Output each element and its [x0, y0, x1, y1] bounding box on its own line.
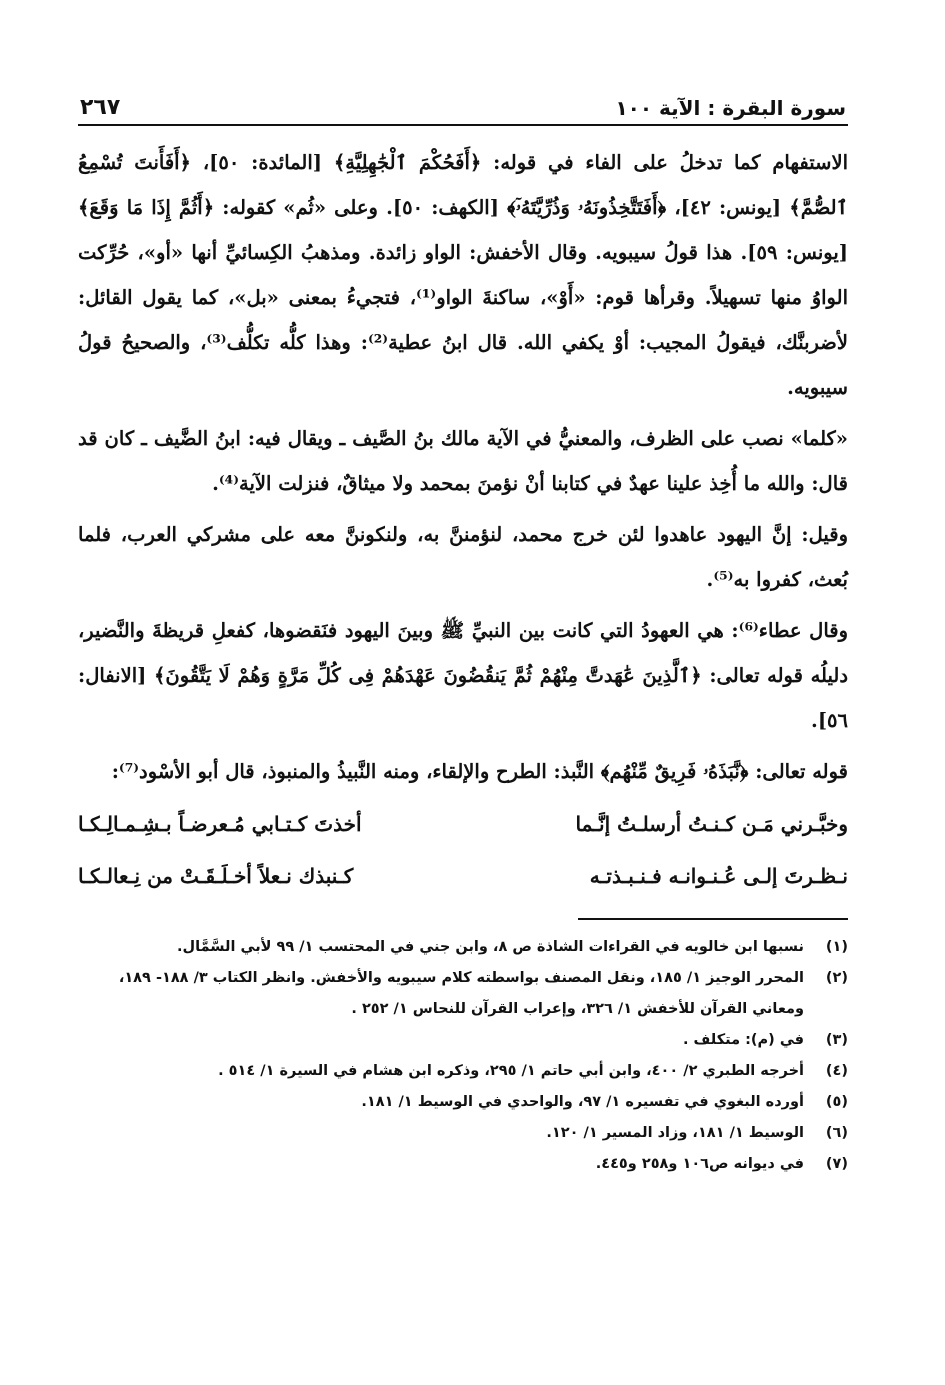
- footnote-number: (١): [825, 939, 848, 955]
- footnote-number: (٤): [825, 1063, 848, 1079]
- footnote-item: [78, 1056, 848, 1087]
- footnote-item: [78, 1025, 848, 1056]
- footnote-item: [78, 1087, 848, 1118]
- footnote-text: في ديوانه ص١٠٦ و٢٥٨ و٤٤٥.: [595, 1156, 804, 1172]
- footnote-item: [78, 1149, 848, 1180]
- footnote-number: (٦): [825, 1125, 848, 1141]
- footnote-text: أورده البغوي في تفسيره ١/ ٩٧، والواحدي في الوسيط ١/ ١٨١.: [361, 1094, 804, 1110]
- page-number: ٢٦٧: [80, 95, 121, 120]
- main-text: [78, 140, 848, 794]
- poem-verse: [78, 852, 848, 900]
- paragraph-4: وقال عطاء⁽⁶⁾: هي العهودُ التي كانت بين النبيِّ ﷺ وبينَ اليهود فنَقضوها، كفعلِ قريظةَ والنَّضير، دليلُه قوله تعالى: ﴿ٱلَّذِينَ عَٰهَدتَّ مِنْهُمْ ثُمَّ يَنقُضُونَ عَهْدَهُمْ فِى كُلِّ مَرَّةٍ وَهُمْ لَا يَتَّقُونَ﴾ [الانفال: ٥٦].: [78, 619, 849, 732]
- footnote-text: المحرر الوجيز ١/ ١٨٥، ونقل المصنف بواسطته كلام سيبويه والأخفش. وانظر الكتاب ٣/ ١٨٨- ١٨٩، ومعاني القرآن للأخفش ١/ ٣٢٦، وإعراب القرآن للنحاس ١/ ٢٥٢ .: [118, 970, 804, 1017]
- footnote-item: [78, 963, 848, 1025]
- footnote-text: أخرجه الطبري ٢/ ٤٠٠، وابن أبي حاتم ١/ ٢٩٥، وذكره ابن هشام في السيرة ١/ ٥١٤ .: [218, 1063, 804, 1079]
- footnote-divider: [578, 918, 848, 920]
- footnote-text: الوسيط ١/ ١٨١، وزاد المسير ١/ ١٢٠.: [546, 1125, 804, 1141]
- footnotes: [78, 932, 848, 1180]
- poem-hemistich-first: وخبَّـرني مَـن كـنـتُ أرسلـتُ إنَّـما: [575, 812, 848, 836]
- running-header: [78, 80, 848, 126]
- footnote-text: نسبها ابن خالويه في القراءات الشاذة ص ٨، وابن جني في المحتسب ١/ ٩٩ لأبي السَّمَّال.: [177, 939, 804, 955]
- paragraph-2: «كلما» نصب على الظرف، والمعنيُّ في الآية مالك بنُ الصَّيف ـ ويقال فيه: ابنُ الضَّيف ـ كان قد قال: والله ما أُخِذ علينا عهدٌ في كتابنا أنْ نؤمنَ بمحمد ولا ميثاقٌ، فنزلت الآية⁽⁴⁾.: [78, 427, 848, 495]
- book-page: [78, 80, 848, 1370]
- footnote-item: [78, 932, 848, 963]
- poem: [78, 800, 848, 900]
- footnote-item: [78, 1118, 848, 1149]
- chapter-title: سورة البقرة : الآية ١٠٠: [615, 96, 846, 120]
- footnote-number: (٥): [825, 1094, 848, 1110]
- poem-hemistich-second: أخذتَ كـتـابي مُـعرضـاً بـشِـمـالِـكـا: [78, 812, 362, 836]
- footnote-number: (٣): [825, 1032, 848, 1048]
- paragraph-1: الاستفهام كما تدخلُ على الفاء في قوله: ﴿أَفَحُكْمَ ٱلْجَٰهِلِيَّةِ﴾ [المائدة: ٥٠]، ﴿أَفَأَنتَ تُسْمِعُ ٱلصُّمَّ﴾ [يونس: ٤٢]، ﴿أَفَتَتَّخِذُونَهُۥ وَذُرِّيَّتَهُۥٓ﴾ [الكهف: ٥٠]. وعلى «ثُم» كقوله: ﴿أَثُمَّ إِذَا مَا وَقَعَ﴾ [يونس: ٥٩]. هذا قولُ سيبويه. وقال الأخفش: الواو زائدة. ومذهبُ الكِسائيِّ أنها «أو»، حُرِّكت الواوُ منها تسهيلاً. وقرأها قوم: «أَوْ»، ساكنةَ الواو⁽¹⁾، فتجيءُ بمعنى «بل»، كما يقول القائل: لأضربنَّك، فيقولُ المجيب: أوْ يكفي الله. قال ابنُ عطية⁽²⁾: وهذا كلُّه تكلُّف⁽³⁾، والصحيحُ قولُ سيبويه.: [78, 151, 848, 399]
- footnote-number: (٢): [825, 970, 848, 986]
- paragraph-3: وقيل: إنَّ اليهود عاهدوا لئن خرج محمد، لنؤمننَّ به، ولنكوننَّ معه على مشركي العرب، فلما بُعث، كفروا به⁽⁵⁾.: [78, 523, 848, 591]
- footnote-text: في (م): متكلف .: [682, 1032, 804, 1048]
- poem-hemistich-second: كـنبذك نـعلاً أخـلَـقَـتْ من نِـعالـكـا: [78, 864, 354, 888]
- footnote-number: (٧): [825, 1156, 848, 1172]
- poem-verse: [78, 800, 848, 848]
- poem-hemistich-first: نـظـرتَ إلـى عُـنـوانـه فـنـبـذتـه: [589, 864, 848, 888]
- paragraph-5: قوله تعالى: ﴿نَّبَذَهُۥ فَرِيقٌ مِّنْهُم﴾ النَّبذ: الطرح والإلقاء، ومنه النَّبيذُ والمنبوذ، قال أبو الأسْود⁽⁷⁾:: [111, 760, 848, 783]
